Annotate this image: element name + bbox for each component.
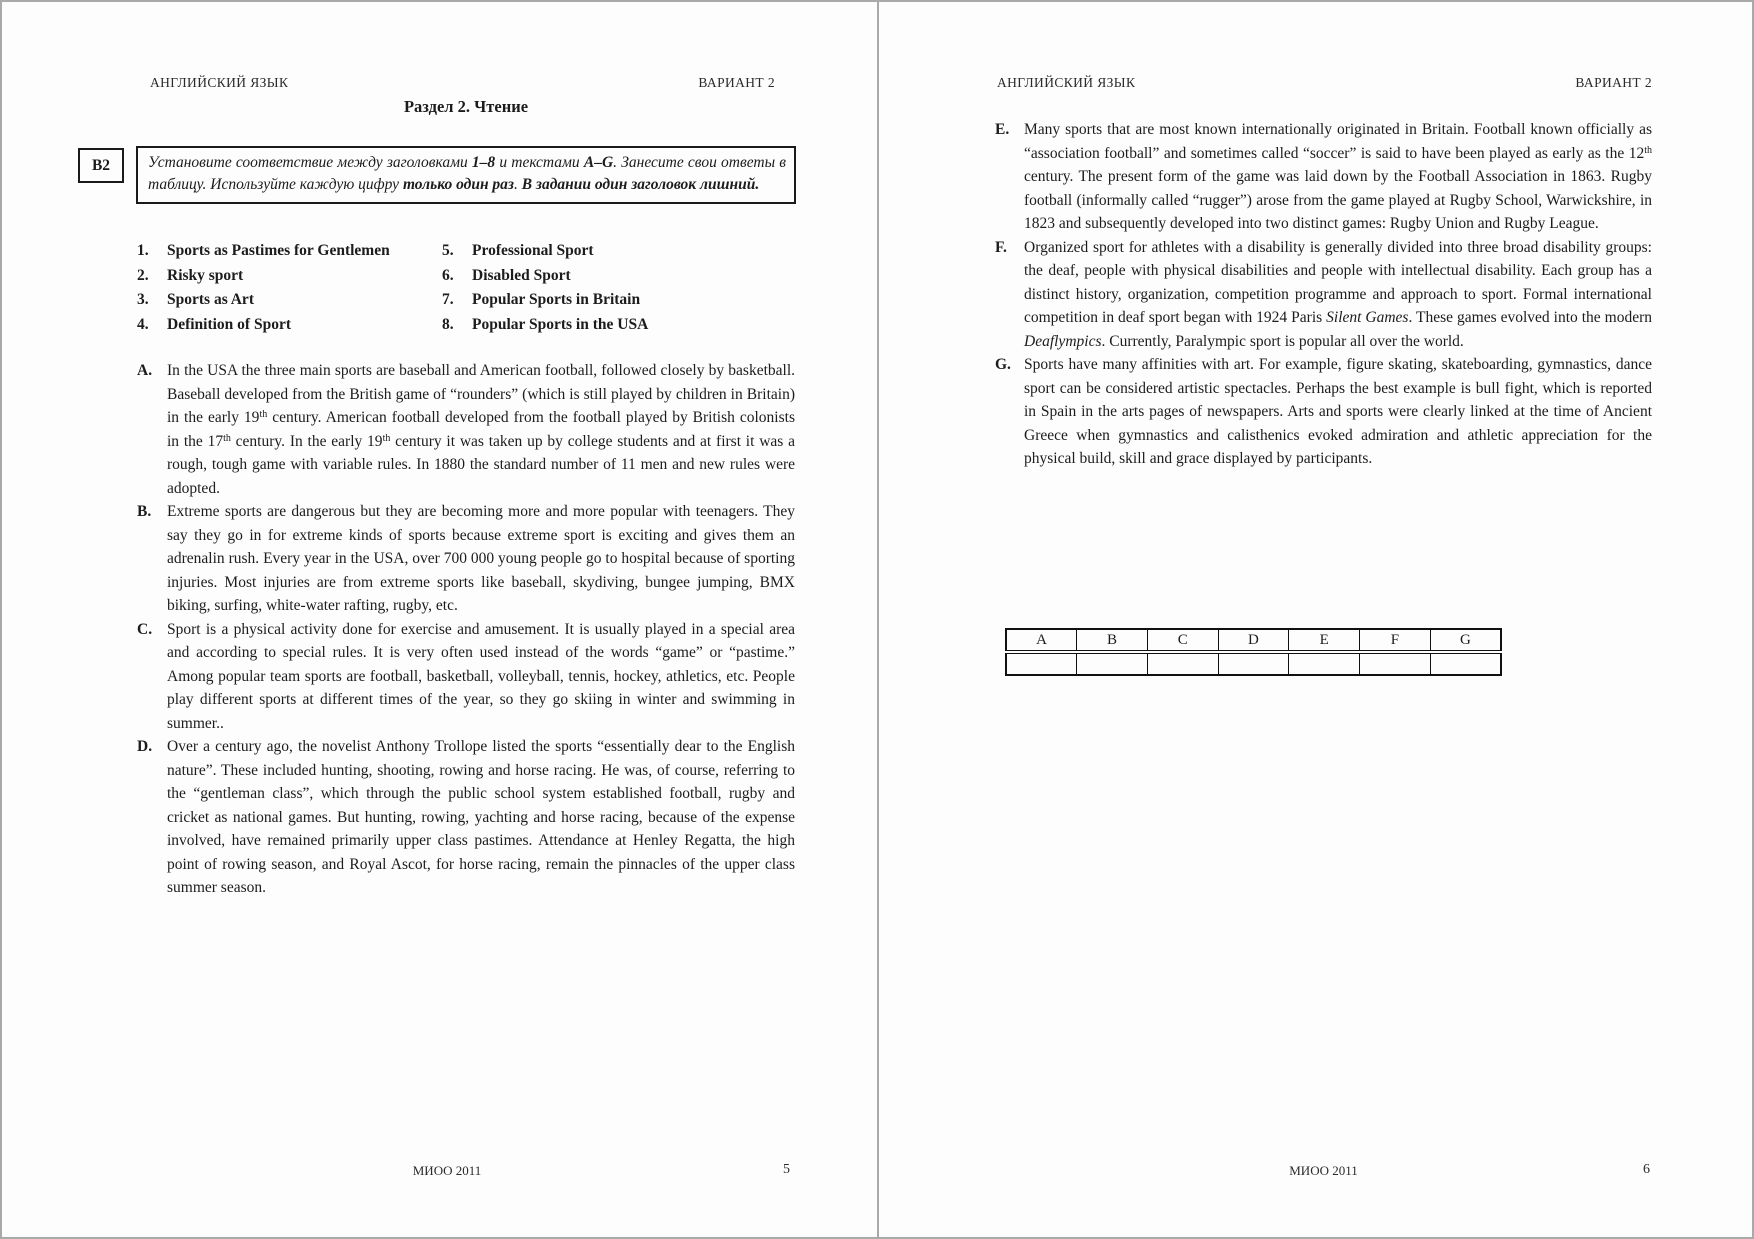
answer-table-header-row [1006, 629, 1501, 652]
answer-table-value-cell [1147, 652, 1218, 675]
text-paragraph-b [137, 500, 795, 618]
heading-item [442, 316, 795, 341]
heading-item [137, 267, 442, 292]
heading-number: 1. [137, 242, 149, 259]
answer-table-value-row [1006, 652, 1501, 675]
page-header-subject: АНГЛИЙСКИЙ ЯЗЫК [150, 75, 289, 90]
heading-item [137, 316, 442, 341]
section-title: Раздел 2. Чтение [403, 97, 529, 116]
answer-table-header-cell: E [1289, 629, 1360, 652]
paragraph-body: Many sports that are most known internationally originated in Britain. Football known officially as “association football” and sometimes called “soccer” is said to have been played as early as the 12th century. The present form of the game was laid down by the Football Association in 1863. Rugby football (informally called “rugger”) arose from the game played at Rugby School, Warwickshire, in 1823 and subsequently developed into two distinct games: Rugby Union and Rugby League. [1024, 121, 1652, 232]
answer-table-value-cell [1430, 652, 1501, 675]
heading-number: 4. [137, 315, 149, 333]
paragraph-letter: E. [995, 121, 1010, 138]
text-paragraph-d [137, 735, 795, 900]
heading-number: 6. [442, 266, 454, 284]
paragraph-group-right [995, 118, 1652, 471]
task-code-box: B2 [78, 148, 124, 183]
paragraph-body: In the USA the three main sports are baseball and American football, followed closely by basketball. Baseball developed from the British game of “rounders” (which is still played by children in Britain) in the early 19th century. American football developed from the football played by British colonists in the 17th century. In the early 19th century it was taken up by college students and at first it was a rough, tough game with variable rules. In 1880 the standard number of 11 men and new rules were adopted. [167, 362, 796, 497]
heading-label: Sports as Art [167, 291, 254, 308]
heading-number: 5. [442, 242, 454, 259]
page-footer-publisher: МИОО 2011 [1289, 1163, 1358, 1178]
paragraph-letter: D. [137, 738, 153, 755]
heading-label: Risky sport [167, 266, 244, 284]
task-instruction-box: Установите соответствие между заголовками 1–8 и текстами А–G. Занесите свои ответы в таблицу. Используйте каждую цифру только один раз. В задании один заголовок лишний. [136, 146, 796, 204]
answer-table-header-cell: G [1430, 629, 1501, 652]
paragraph-body: Over a century ago, the novelist Anthony Trollope listed the sports “essentially dear to the English nature”. These included hunting, shooting, rowing and horse racing. He was, of course, referring to the “gentleman class”, which through the public school system established football, rugby and cricket as national games. But hunting, rowing, yachting and horse racing, because of the expense involved, have remained primarily upper class pastimes. Attendance at Henley Regatta, the high point of rowing season, and Royal Ascot, for horse racing, remain the pinnacles of the upper class summer season. [167, 738, 795, 896]
answer-table-header-cell: A [1006, 629, 1077, 652]
text-paragraph-f [995, 236, 1652, 354]
paragraph-letter: G. [995, 356, 1011, 373]
heading-label: Sports as Pastimes for Gentlemen [167, 242, 390, 259]
answer-table-header-cell: C [1147, 629, 1218, 652]
answer-table-header-cell: F [1360, 629, 1431, 652]
heading-item [442, 267, 795, 292]
text-paragraph-a [137, 359, 795, 500]
answer-table-value-cell [1289, 652, 1360, 675]
heading-item [442, 291, 795, 316]
heading-number: 7. [442, 291, 454, 308]
page-header-subject: АНГЛИЙСКИЙ ЯЗЫК [997, 75, 1136, 90]
headings-column-1 [137, 242, 442, 340]
answer-table-value-cell [1077, 652, 1148, 675]
answer-table-header-cell: B [1077, 629, 1148, 652]
heading-item [137, 242, 442, 267]
center-page-divider [877, 2, 879, 1237]
paragraph-group-left [137, 359, 795, 900]
heading-number: 3. [137, 291, 149, 308]
answer-table [1005, 628, 1502, 676]
paragraph-letter: A. [137, 362, 153, 379]
headings-column-2 [442, 242, 795, 340]
paragraph-body: Extreme sports are dangerous but they are becoming more and more popular with teenagers. They say they go in for extreme kinds of sports because extreme sport is exciting and gives them an adrenalin rush. Every year in the USA, over 700 000 young people go to hospital because of sporting injuries. Most injuries are from extreme sports like baseball, skydiving, bungee jumping, BMX biking, surfing, white-water rafting, rugby, etc. [167, 503, 795, 614]
answer-table-value-cell [1360, 652, 1431, 675]
paragraph-letter: B. [137, 503, 152, 520]
heading-label: Popular Sports in the USA [472, 315, 649, 333]
heading-item [137, 291, 442, 316]
paragraph-body: Sport is a physical activity done for exercise and amusement. It is usually played in a special area and according to special rules. It is very often used instead of the words “game” or “pastime.” Among popular team sports are football, basketball, volleyball, tennis, hockey, athletics, etc. People play different sports at different times of the year, so they go skiing in winter and swimming in summer.. [167, 620, 795, 732]
paragraph-body: Sports have many affinities with art. For example, figure skating, skateboarding, gymnastics, dance sport can be considered artistic spectacles. Perhaps the best example is bull fight, which is reported in Spain in the arts pages of newspapers. Arts and sports were clearly linked at the time of Ancient Greece when gymnastics and calisthenics evoked admiration and athletic appreciation for the physical build, skill and grace displayed by participants. [1024, 356, 1652, 467]
heading-number: 8. [442, 315, 454, 333]
page-footer-number: 5 [783, 1162, 790, 1177]
page-footer-number: 6 [1643, 1162, 1650, 1177]
heading-label: Popular Sports in Britain [472, 291, 641, 308]
heading-item [442, 242, 795, 267]
answer-table-value-cell [1006, 652, 1077, 675]
text-paragraph-e [995, 118, 1652, 236]
page-header-variant: ВАРИАНТ 2 [698, 75, 775, 90]
paragraph-body: Organized sport for athletes with a disability is generally divided into three broad disability groups: the deaf, people with physical disabilities and people with intellectual disability. Each group has a distinct history, organization, competition programme and approach to sport. Formal international competition in deaf sport began with 1924 Paris Silent Games. These games evolved into the modern Deaflympics. Currently, Paralympic sport is popular all over the world. [1024, 238, 1652, 350]
text-paragraph-g [995, 353, 1652, 471]
heading-number: 2. [137, 266, 149, 284]
paragraph-letter: F. [995, 238, 1007, 256]
headings-list [137, 242, 795, 340]
answer-table-header-cell: D [1218, 629, 1289, 652]
paragraph-letter: C. [137, 620, 153, 638]
page-footer-publisher: МИОО 2011 [412, 1163, 482, 1178]
answer-table-value-cell [1218, 652, 1289, 675]
heading-label: Definition of Sport [167, 315, 291, 333]
heading-label: Professional Sport [472, 242, 594, 259]
heading-label: Disabled Sport [472, 266, 571, 284]
page-header-variant: ВАРИАНТ 2 [1575, 75, 1652, 90]
text-paragraph-c [137, 618, 795, 736]
